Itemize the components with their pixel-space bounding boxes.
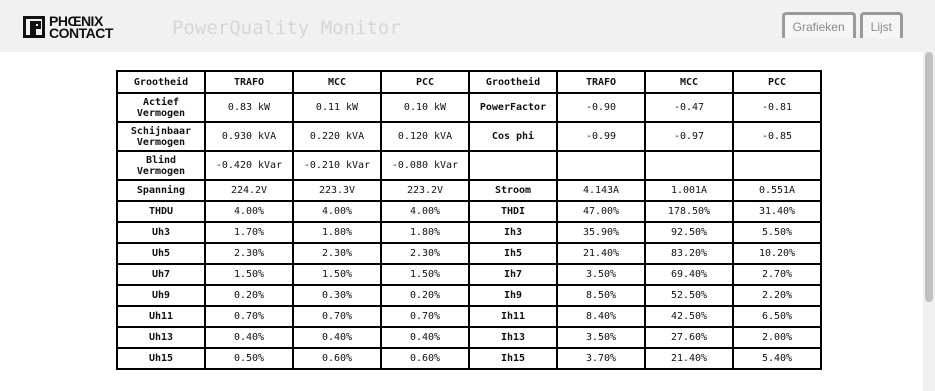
table-row <box>117 348 821 369</box>
app-title: PowerQuality Monitor <box>172 17 401 39</box>
quantity-name-cell: Uh5 <box>117 243 205 264</box>
quantity-name-cell: Actief Vermogen <box>117 93 205 122</box>
quantity-name-cell: Uh13 <box>117 327 205 348</box>
value-cell: 1.50% <box>205 264 293 285</box>
value-cell: -0.90 <box>557 93 645 122</box>
table-row <box>117 264 821 285</box>
value-cell: 0.20% <box>381 285 469 306</box>
quantity-name-cell: Uh15 <box>117 348 205 369</box>
column-header: MCC <box>293 71 381 93</box>
column-header: PCC <box>381 71 469 93</box>
value-cell: 42.50% <box>645 306 733 327</box>
value-cell: 1.50% <box>293 264 381 285</box>
value-cell: 2.30% <box>293 243 381 264</box>
value-cell: -0.97 <box>645 122 733 151</box>
scrollbar-thumb[interactable] <box>925 52 933 302</box>
column-header: Grootheid <box>117 71 205 93</box>
tab-grafieken[interactable]: Grafieken <box>782 12 856 38</box>
column-header: Grootheid <box>469 71 557 93</box>
value-cell: 69.40% <box>645 264 733 285</box>
column-header: MCC <box>645 71 733 93</box>
value-cell: 1.80% <box>381 222 469 243</box>
column-header: PCC <box>733 71 821 93</box>
value-cell: 2.20% <box>733 285 821 306</box>
value-cell: 0.50% <box>205 348 293 369</box>
logo-text <box>49 15 113 39</box>
value-cell: 2.30% <box>205 243 293 264</box>
column-header: TRAFO <box>557 71 645 93</box>
value-cell: 0.40% <box>205 327 293 348</box>
value-cell: 4.00% <box>293 201 381 222</box>
value-cell: 1.80% <box>293 222 381 243</box>
value-cell: 0.10 kW <box>381 93 469 122</box>
value-cell: 223.2V <box>381 180 469 201</box>
value-cell: 47.00% <box>557 201 645 222</box>
table-row <box>117 93 821 122</box>
quantity-name-cell: Stroom <box>469 180 557 201</box>
table-row <box>117 243 821 264</box>
logo-line1: PHŒNIX <box>49 13 103 29</box>
value-cell: 223.3V <box>293 180 381 201</box>
value-cell <box>557 151 645 180</box>
table-row <box>117 285 821 306</box>
value-cell: 92.50% <box>645 222 733 243</box>
value-cell: 27.60% <box>645 327 733 348</box>
quantity-name-cell: Schijnbaar Vermogen <box>117 122 205 151</box>
value-cell: 10.20% <box>733 243 821 264</box>
value-cell: 1.50% <box>381 264 469 285</box>
value-cell: 4.00% <box>205 201 293 222</box>
value-cell: 0.60% <box>293 348 381 369</box>
value-cell: 178.50% <box>645 201 733 222</box>
quantity-name-cell: Ih9 <box>469 285 557 306</box>
value-cell: 6.50% <box>733 306 821 327</box>
value-cell: 0.70% <box>205 306 293 327</box>
value-cell: 5.40% <box>733 348 821 369</box>
value-cell: 3.50% <box>557 264 645 285</box>
value-cell: 21.40% <box>645 348 733 369</box>
value-cell: 0.70% <box>381 306 469 327</box>
quantity-name-cell: PowerFactor <box>469 93 557 122</box>
value-cell: 0.551A <box>733 180 821 201</box>
phoenix-logo-icon <box>23 16 45 38</box>
value-cell: -0.47 <box>645 93 733 122</box>
value-cell: 0.220 kVA <box>293 122 381 151</box>
value-cell: -0.81 <box>733 93 821 122</box>
top-bar <box>0 0 935 52</box>
value-cell: 2.00% <box>733 327 821 348</box>
table-body <box>117 93 821 369</box>
view-tabs <box>782 12 903 38</box>
table-header-row <box>117 71 821 93</box>
quantity-name-cell: THDI <box>469 201 557 222</box>
quantity-name-cell <box>469 151 557 180</box>
value-cell <box>733 151 821 180</box>
quantity-name-cell: THDU <box>117 201 205 222</box>
tab-lijst[interactable]: Lijst <box>860 12 903 38</box>
value-cell: 8.40% <box>557 306 645 327</box>
quantity-name-cell: Ih5 <box>469 243 557 264</box>
value-cell: -0.080 kVar <box>381 151 469 180</box>
quantity-name-cell: Cos phi <box>469 122 557 151</box>
value-cell: 0.30% <box>293 285 381 306</box>
table-row <box>117 122 821 151</box>
value-cell: 224.2V <box>205 180 293 201</box>
table-row <box>117 222 821 243</box>
value-cell: 31.40% <box>733 201 821 222</box>
value-cell: 4.00% <box>381 201 469 222</box>
value-cell: 0.83 kW <box>205 93 293 122</box>
value-cell: 0.120 kVA <box>381 122 469 151</box>
value-cell: 0.70% <box>293 306 381 327</box>
vertical-scrollbar[interactable] <box>923 0 935 391</box>
quantity-name-cell: Ih11 <box>469 306 557 327</box>
value-cell: 0.60% <box>381 348 469 369</box>
quantity-name-cell: Uh11 <box>117 306 205 327</box>
value-cell: 83.20% <box>645 243 733 264</box>
value-cell: 3.50% <box>557 327 645 348</box>
quantity-name-cell: Uh3 <box>117 222 205 243</box>
column-header: TRAFO <box>205 71 293 93</box>
quantity-name-cell: Spanning <box>117 180 205 201</box>
value-cell: 21.40% <box>557 243 645 264</box>
value-cell: -0.210 kVar <box>293 151 381 180</box>
value-cell: 5.50% <box>733 222 821 243</box>
quantity-name-cell: Ih15 <box>469 348 557 369</box>
logo-line2: CONTACT <box>49 25 113 41</box>
value-cell: 35.90% <box>557 222 645 243</box>
value-cell: -0.85 <box>733 122 821 151</box>
phoenix-contact-logo <box>23 13 113 41</box>
value-cell: 1.70% <box>205 222 293 243</box>
value-cell: 1.001A <box>645 180 733 201</box>
value-cell: 2.70% <box>733 264 821 285</box>
value-cell <box>645 151 733 180</box>
value-cell: -0.99 <box>557 122 645 151</box>
value-cell: -0.420 kVar <box>205 151 293 180</box>
value-cell: 0.20% <box>205 285 293 306</box>
value-cell: 3.70% <box>557 348 645 369</box>
quantity-name-cell: Blind Vermogen <box>117 151 205 180</box>
value-cell: 0.40% <box>293 327 381 348</box>
value-cell: 0.11 kW <box>293 93 381 122</box>
value-cell: 52.50% <box>645 285 733 306</box>
value-cell: 8.50% <box>557 285 645 306</box>
value-cell: 2.30% <box>381 243 469 264</box>
table-row <box>117 306 821 327</box>
value-cell: 0.930 kVA <box>205 122 293 151</box>
value-cell: 0.40% <box>381 327 469 348</box>
quantity-name-cell: Ih3 <box>469 222 557 243</box>
table-row <box>117 180 821 201</box>
power-quality-table <box>116 70 822 370</box>
table-row <box>117 151 821 180</box>
quantity-name-cell: Ih7 <box>469 264 557 285</box>
table-row <box>117 201 821 222</box>
table-row <box>117 327 821 348</box>
value-cell: 4.143A <box>557 180 645 201</box>
quantity-name-cell: Uh7 <box>117 264 205 285</box>
quantity-name-cell: Uh9 <box>117 285 205 306</box>
quantity-name-cell: Ih13 <box>469 327 557 348</box>
